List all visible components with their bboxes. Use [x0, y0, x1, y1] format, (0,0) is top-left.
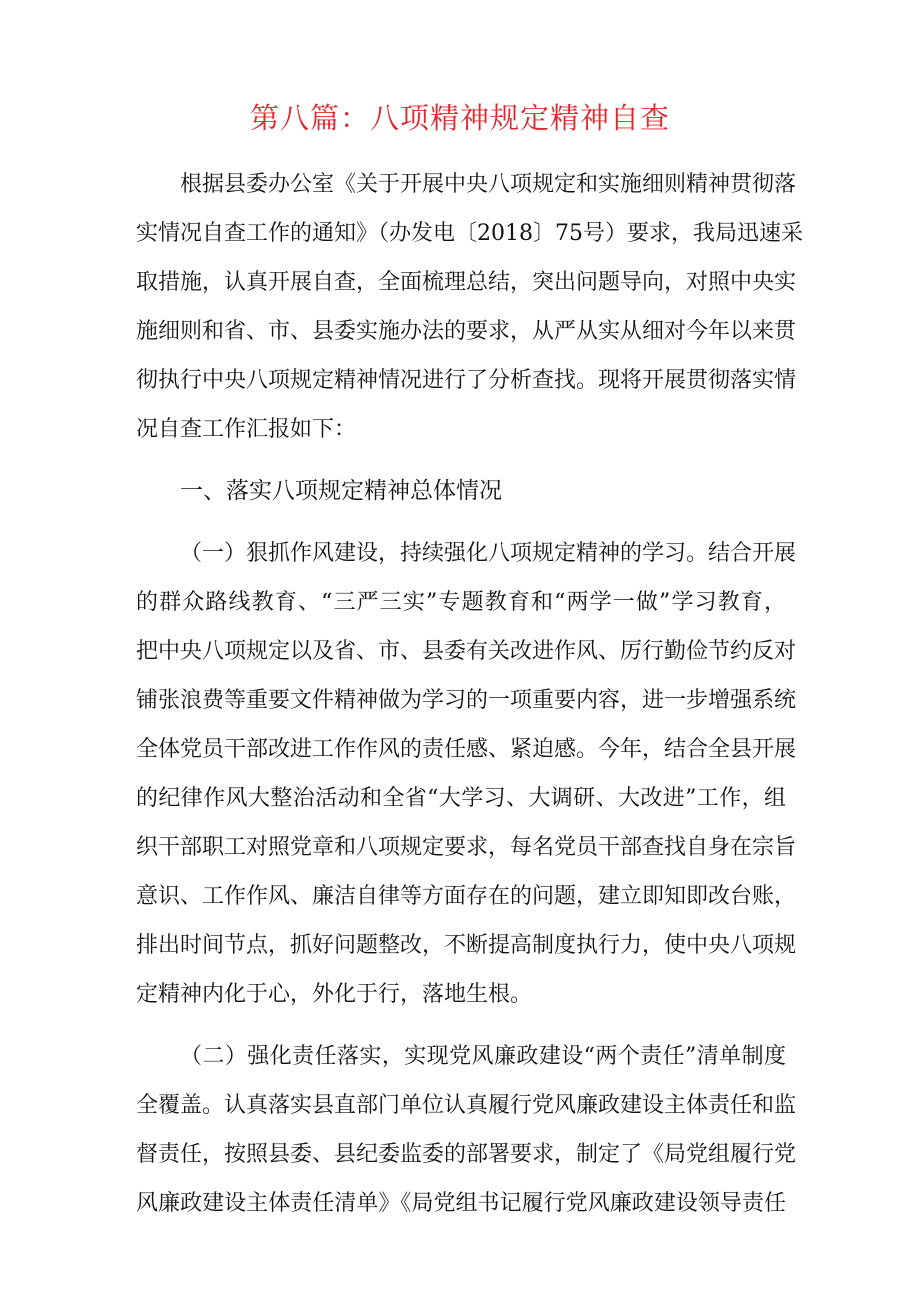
paragraph-line: 意识、工作作风、廉洁自律等方面存在的问题，建立即知即改台账，: [136, 884, 797, 909]
paragraph-line: （一）狠抓作风建设，持续强化八项规定精神的学习。结合开展: [180, 541, 797, 566]
paragraph-line: 全覆盖。认真落实县直部门单位认真履行党风廉政建设主体责任和监: [136, 1093, 797, 1118]
paragraph-line: 的纪律作风大整治活动和全省“大学习、大调研、大改进”工作，组: [136, 786, 786, 811]
paragraph-line: 根据县委办公室《关于开展中央八项规定和实施细则精神贯彻落: [180, 172, 797, 197]
paragraph-work-style: [136, 529, 797, 1019]
section-heading: 一、落实八项规定精神总体情况: [180, 478, 502, 504]
paragraph-intro: [136, 160, 803, 454]
paragraph-line: 定精神内化于心，外化于行，落地生根。: [136, 982, 533, 1007]
paragraph-line: 况自查工作汇报如下：: [136, 417, 357, 442]
paragraph-line: 督责任，按照县委、县纪委监委的部署要求，制定了《局党组履行党: [136, 1142, 797, 1167]
paragraph-line: 实情况自查工作的通知》（办发电〔2018〕75号）要求，我局迅速采: [136, 221, 803, 246]
paragraph-line: 取措施，认真开展自查，全面梳理总结，突出问题导向，对照中央实: [136, 270, 797, 295]
paragraph-line: 的群众路线教育、“三严三实”专题教育和“两学一做”学习教育，: [136, 590, 786, 615]
paragraph-line: 铺张浪费等重要文件精神做为学习的一项重要内容，进一步增强系统: [136, 688, 797, 713]
paragraph-line: 排出时间节点，抓好问题整改，不断提高制度执行力，使中央八项规: [136, 933, 797, 958]
paragraph-spacer: [136, 1019, 786, 1032]
paragraph-line: 施细则和省、市、县委实施办法的要求，从严从实从细对今年以来贯: [136, 319, 797, 344]
paragraph-line: 把中央八项规定以及省、市、县委有关改进作风、厉行勤俭节约反对: [136, 639, 797, 664]
paragraph-line: 织干部职工对照党章和八项规定要求，每名党员干部查找自身在宗旨: [136, 835, 797, 860]
paragraph-line: 风廉政建设主体责任清单》《局党组书记履行党风廉政建设领导责任: [136, 1191, 786, 1216]
paragraph-line: 彻执行中央八项规定精神情况进行了分析查找。现将开展贯彻落实情: [136, 368, 797, 393]
paragraph-responsibility: [136, 1032, 797, 1228]
paragraph-spacer: [136, 516, 786, 529]
document-title: 第八篇：八项精神规定精神自查: [249, 101, 670, 135]
paragraph-line: 全体党员干部改进工作作风的责任感、紧迫感。今年，结合全县开展: [136, 737, 797, 762]
paragraph-spacer: [136, 454, 786, 467]
paragraph-line: （二）强化责任落实，实现党风廉政建设“两个责任”清单制度: [180, 1044, 786, 1069]
document-body: [136, 160, 803, 1228]
